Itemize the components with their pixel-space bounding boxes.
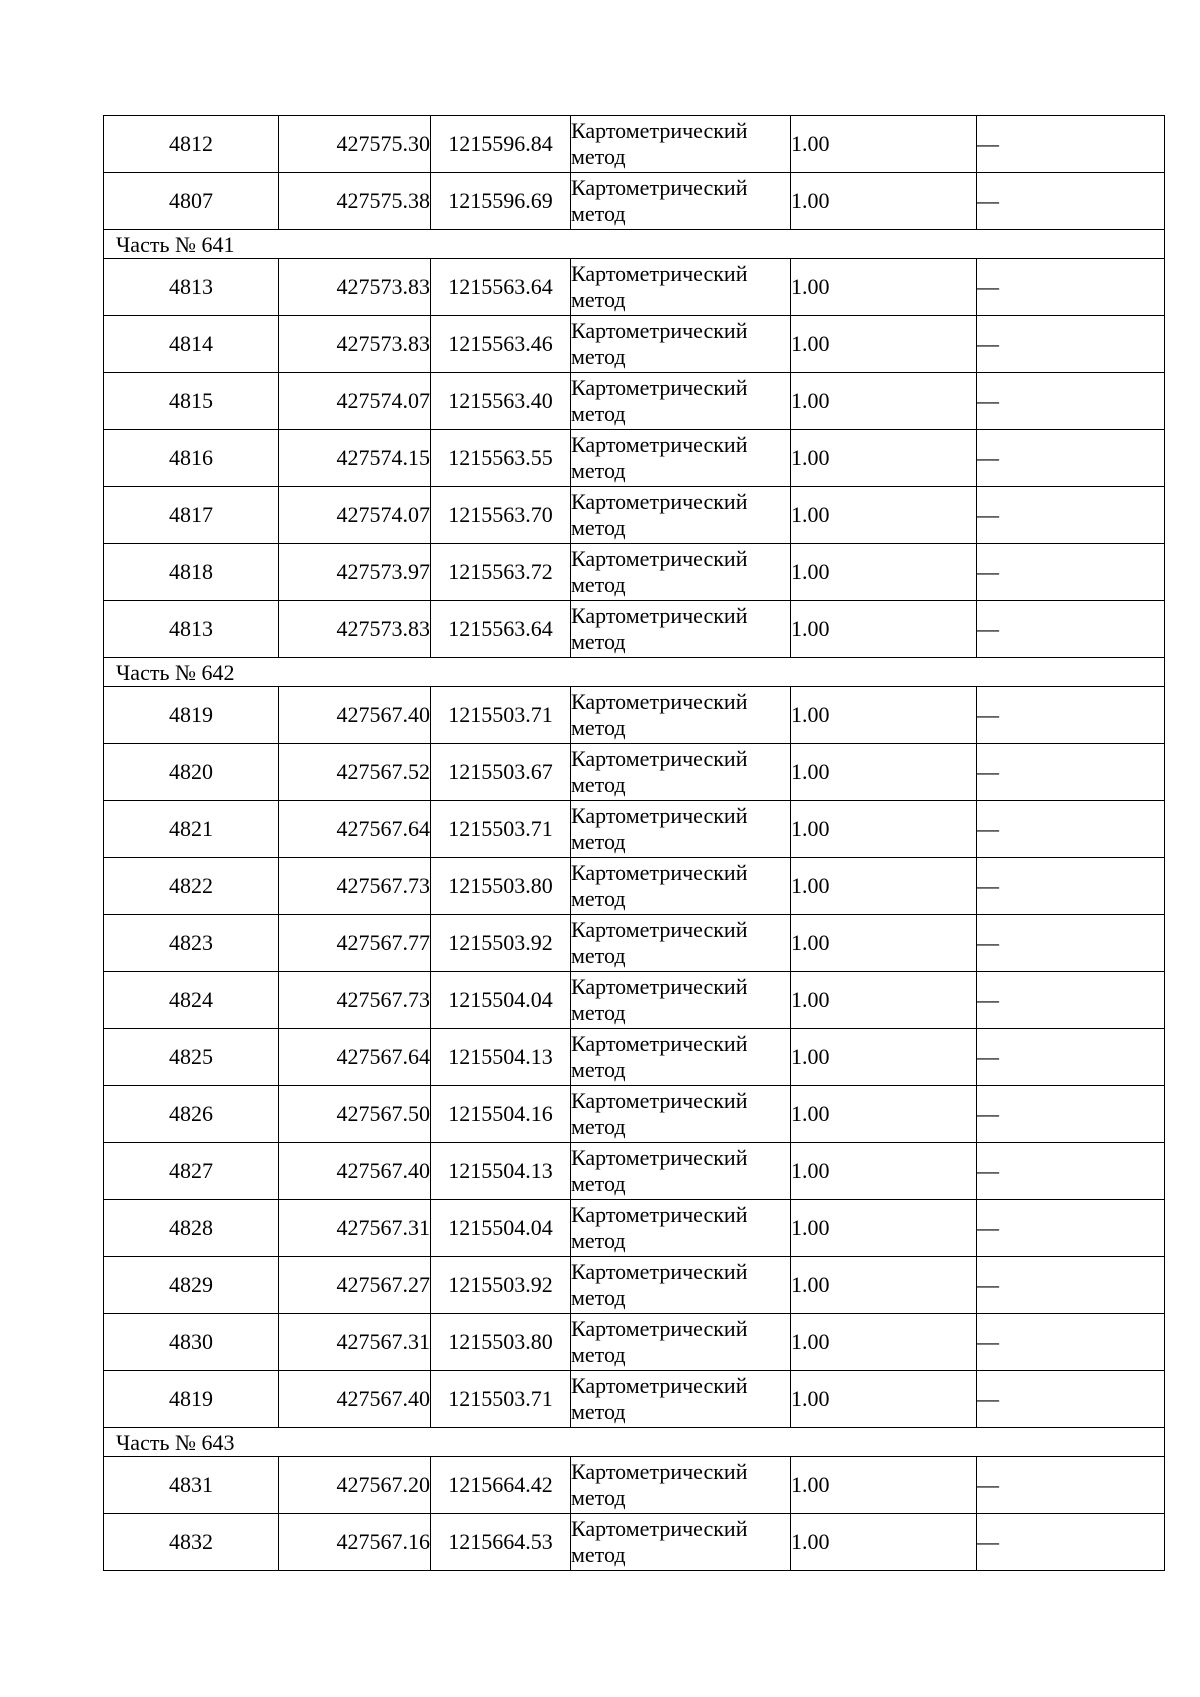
part-label: Часть № 641 bbox=[104, 230, 1165, 259]
method-cell bbox=[571, 316, 791, 373]
accuracy-cell: 1.00 bbox=[791, 487, 977, 544]
part-header-row bbox=[104, 230, 1165, 259]
method-text-line: Картометрический bbox=[571, 746, 748, 771]
point-number-cell: 4813 bbox=[104, 601, 279, 658]
description-cell: — bbox=[977, 1200, 1165, 1257]
method-text-line: Картометрический bbox=[571, 1373, 748, 1398]
x-coordinate-cell: 427567.52 bbox=[279, 744, 431, 801]
coordinates-table-body bbox=[104, 116, 1165, 1571]
method-cell bbox=[571, 1371, 791, 1428]
table-row bbox=[104, 1314, 1165, 1371]
method-cell bbox=[571, 487, 791, 544]
y-coordinate-cell: 1215504.16 bbox=[431, 1086, 571, 1143]
point-number-cell: 4819 bbox=[104, 687, 279, 744]
method-text-line: метод bbox=[571, 1485, 626, 1510]
y-coordinate-cell: 1215503.80 bbox=[431, 1314, 571, 1371]
method-cell bbox=[571, 915, 791, 972]
table-row bbox=[104, 801, 1165, 858]
table-row bbox=[104, 744, 1165, 801]
table-row bbox=[104, 1371, 1165, 1428]
description-cell: — bbox=[977, 487, 1165, 544]
method-text-line: метод bbox=[571, 144, 626, 169]
point-number-cell: 4821 bbox=[104, 801, 279, 858]
accuracy-cell: 1.00 bbox=[791, 544, 977, 601]
table-row bbox=[104, 487, 1165, 544]
description-cell: — bbox=[977, 1514, 1165, 1571]
y-coordinate-cell: 1215503.71 bbox=[431, 801, 571, 858]
method-cell bbox=[571, 1200, 791, 1257]
point-number-cell: 4818 bbox=[104, 544, 279, 601]
x-coordinate-cell: 427574.07 bbox=[279, 487, 431, 544]
x-coordinate-cell: 427567.27 bbox=[279, 1257, 431, 1314]
x-coordinate-cell: 427574.15 bbox=[279, 430, 431, 487]
accuracy-cell: 1.00 bbox=[791, 1086, 977, 1143]
description-cell: — bbox=[977, 373, 1165, 430]
method-text-line: Картометрический bbox=[571, 803, 748, 828]
point-number-cell: 4824 bbox=[104, 972, 279, 1029]
point-number-cell: 4813 bbox=[104, 259, 279, 316]
method-cell bbox=[571, 687, 791, 744]
method-text-line: Картометрический bbox=[571, 261, 748, 286]
part-header-row bbox=[104, 658, 1165, 687]
point-number-cell: 4815 bbox=[104, 373, 279, 430]
method-text-line: метод bbox=[571, 1542, 626, 1567]
description-cell: — bbox=[977, 544, 1165, 601]
description-cell: — bbox=[977, 1029, 1165, 1086]
x-coordinate-cell: 427567.40 bbox=[279, 1371, 431, 1428]
description-cell: — bbox=[977, 316, 1165, 373]
description-cell: — bbox=[977, 687, 1165, 744]
table-row bbox=[104, 116, 1165, 173]
table-row bbox=[104, 544, 1165, 601]
x-coordinate-cell: 427567.31 bbox=[279, 1314, 431, 1371]
method-cell bbox=[571, 544, 791, 601]
accuracy-cell: 1.00 bbox=[791, 173, 977, 230]
method-text-line: Картометрический bbox=[571, 1202, 748, 1227]
method-cell bbox=[571, 801, 791, 858]
x-coordinate-cell: 427573.83 bbox=[279, 601, 431, 658]
x-coordinate-cell: 427567.73 bbox=[279, 858, 431, 915]
y-coordinate-cell: 1215563.72 bbox=[431, 544, 571, 601]
point-number-cell: 4826 bbox=[104, 1086, 279, 1143]
method-text-line: метод bbox=[571, 401, 626, 426]
y-coordinate-cell: 1215504.04 bbox=[431, 972, 571, 1029]
x-coordinate-cell: 427573.83 bbox=[279, 259, 431, 316]
y-coordinate-cell: 1215563.64 bbox=[431, 259, 571, 316]
description-cell: — bbox=[977, 116, 1165, 173]
description-cell: — bbox=[977, 972, 1165, 1029]
point-number-cell: 4807 bbox=[104, 173, 279, 230]
table-row bbox=[104, 1457, 1165, 1514]
accuracy-cell: 1.00 bbox=[791, 1371, 977, 1428]
y-coordinate-cell: 1215563.40 bbox=[431, 373, 571, 430]
table-row bbox=[104, 1514, 1165, 1571]
method-text-line: метод bbox=[571, 458, 626, 483]
method-text-line: Картометрический bbox=[571, 1516, 748, 1541]
table-row bbox=[104, 1200, 1165, 1257]
method-cell bbox=[571, 744, 791, 801]
x-coordinate-cell: 427567.40 bbox=[279, 687, 431, 744]
method-cell bbox=[571, 1086, 791, 1143]
method-cell bbox=[571, 1457, 791, 1514]
method-text-line: Картометрический bbox=[571, 1031, 748, 1056]
method-text-line: Картометрический bbox=[571, 974, 748, 999]
method-text-line: метод bbox=[571, 1057, 626, 1082]
y-coordinate-cell: 1215503.71 bbox=[431, 1371, 571, 1428]
table-row bbox=[104, 259, 1165, 316]
accuracy-cell: 1.00 bbox=[791, 1457, 977, 1514]
method-text-line: метод bbox=[571, 629, 626, 654]
method-text-line: Картометрический bbox=[571, 689, 748, 714]
x-coordinate-cell: 427573.97 bbox=[279, 544, 431, 601]
method-text-line: Картометрический bbox=[571, 318, 748, 343]
x-coordinate-cell: 427567.73 bbox=[279, 972, 431, 1029]
method-cell bbox=[571, 858, 791, 915]
method-cell bbox=[571, 1514, 791, 1571]
x-coordinate-cell: 427567.50 bbox=[279, 1086, 431, 1143]
description-cell: — bbox=[977, 430, 1165, 487]
method-cell bbox=[571, 373, 791, 430]
description-cell: — bbox=[977, 1371, 1165, 1428]
method-text-line: метод bbox=[571, 1399, 626, 1424]
accuracy-cell: 1.00 bbox=[791, 801, 977, 858]
y-coordinate-cell: 1215503.92 bbox=[431, 1257, 571, 1314]
point-number-cell: 4825 bbox=[104, 1029, 279, 1086]
x-coordinate-cell: 427567.31 bbox=[279, 1200, 431, 1257]
table-row bbox=[104, 601, 1165, 658]
x-coordinate-cell: 427567.77 bbox=[279, 915, 431, 972]
y-coordinate-cell: 1215503.71 bbox=[431, 687, 571, 744]
method-text-line: метод bbox=[571, 943, 626, 968]
y-coordinate-cell: 1215503.80 bbox=[431, 858, 571, 915]
method-cell bbox=[571, 1029, 791, 1086]
method-cell bbox=[571, 1143, 791, 1200]
method-text-line: Картометрический bbox=[571, 1316, 748, 1341]
x-coordinate-cell: 427575.30 bbox=[279, 116, 431, 173]
method-text-line: метод bbox=[571, 715, 626, 740]
point-number-cell: 4816 bbox=[104, 430, 279, 487]
method-text-line: метод bbox=[571, 287, 626, 312]
method-text-line: Картометрический bbox=[571, 432, 748, 457]
description-cell: — bbox=[977, 915, 1165, 972]
accuracy-cell: 1.00 bbox=[791, 601, 977, 658]
accuracy-cell: 1.00 bbox=[791, 1257, 977, 1314]
table-row bbox=[104, 1257, 1165, 1314]
accuracy-cell: 1.00 bbox=[791, 116, 977, 173]
point-number-cell: 4823 bbox=[104, 915, 279, 972]
part-label: Часть № 642 bbox=[104, 658, 1165, 687]
point-number-cell: 4820 bbox=[104, 744, 279, 801]
method-cell bbox=[571, 972, 791, 1029]
table-row bbox=[104, 858, 1165, 915]
method-cell bbox=[571, 173, 791, 230]
method-text-line: Картометрический bbox=[571, 489, 748, 514]
method-text-line: метод bbox=[571, 1114, 626, 1139]
accuracy-cell: 1.00 bbox=[791, 430, 977, 487]
accuracy-cell: 1.00 bbox=[791, 316, 977, 373]
method-text-line: Картометрический bbox=[571, 1459, 748, 1484]
x-coordinate-cell: 427567.64 bbox=[279, 801, 431, 858]
method-cell bbox=[571, 116, 791, 173]
point-number-cell: 4822 bbox=[104, 858, 279, 915]
method-text-line: метод bbox=[571, 201, 626, 226]
x-coordinate-cell: 427573.83 bbox=[279, 316, 431, 373]
description-cell: — bbox=[977, 1257, 1165, 1314]
method-text-line: метод bbox=[571, 1342, 626, 1367]
point-number-cell: 4812 bbox=[104, 116, 279, 173]
y-coordinate-cell: 1215596.69 bbox=[431, 173, 571, 230]
y-coordinate-cell: 1215503.92 bbox=[431, 915, 571, 972]
y-coordinate-cell: 1215563.64 bbox=[431, 601, 571, 658]
description-cell: — bbox=[977, 173, 1165, 230]
method-text-line: Картометрический bbox=[571, 917, 748, 942]
point-number-cell: 4828 bbox=[104, 1200, 279, 1257]
method-text-line: метод bbox=[571, 1171, 626, 1196]
accuracy-cell: 1.00 bbox=[791, 373, 977, 430]
method-text-line: метод bbox=[571, 515, 626, 540]
y-coordinate-cell: 1215563.46 bbox=[431, 316, 571, 373]
point-number-cell: 4814 bbox=[104, 316, 279, 373]
y-coordinate-cell: 1215664.42 bbox=[431, 1457, 571, 1514]
x-coordinate-cell: 427575.38 bbox=[279, 173, 431, 230]
table-row bbox=[104, 373, 1165, 430]
method-cell bbox=[571, 259, 791, 316]
point-number-cell: 4830 bbox=[104, 1314, 279, 1371]
method-cell bbox=[571, 601, 791, 658]
accuracy-cell: 1.00 bbox=[791, 1143, 977, 1200]
x-coordinate-cell: 427567.16 bbox=[279, 1514, 431, 1571]
part-header-row bbox=[104, 1428, 1165, 1457]
method-text-line: метод bbox=[571, 886, 626, 911]
accuracy-cell: 1.00 bbox=[791, 858, 977, 915]
x-coordinate-cell: 427567.64 bbox=[279, 1029, 431, 1086]
y-coordinate-cell: 1215563.55 bbox=[431, 430, 571, 487]
accuracy-cell: 1.00 bbox=[791, 687, 977, 744]
description-cell: — bbox=[977, 601, 1165, 658]
table-row bbox=[104, 316, 1165, 373]
table-row bbox=[104, 1029, 1165, 1086]
x-coordinate-cell: 427567.20 bbox=[279, 1457, 431, 1514]
point-number-cell: 4827 bbox=[104, 1143, 279, 1200]
table-row bbox=[104, 915, 1165, 972]
method-text-line: метод bbox=[571, 572, 626, 597]
method-text-line: метод bbox=[571, 1228, 626, 1253]
method-cell bbox=[571, 1314, 791, 1371]
method-text-line: Картометрический bbox=[571, 546, 748, 571]
accuracy-cell: 1.00 bbox=[791, 744, 977, 801]
x-coordinate-cell: 427574.07 bbox=[279, 373, 431, 430]
table-row bbox=[104, 1086, 1165, 1143]
table-row bbox=[104, 687, 1165, 744]
method-text-line: Картометрический bbox=[571, 118, 748, 143]
y-coordinate-cell: 1215504.13 bbox=[431, 1143, 571, 1200]
accuracy-cell: 1.00 bbox=[791, 915, 977, 972]
table-row bbox=[104, 1143, 1165, 1200]
point-number-cell: 4832 bbox=[104, 1514, 279, 1571]
y-coordinate-cell: 1215596.84 bbox=[431, 116, 571, 173]
y-coordinate-cell: 1215504.04 bbox=[431, 1200, 571, 1257]
accuracy-cell: 1.00 bbox=[791, 1314, 977, 1371]
accuracy-cell: 1.00 bbox=[791, 1200, 977, 1257]
description-cell: — bbox=[977, 259, 1165, 316]
method-text-line: Картометрический bbox=[571, 1259, 748, 1284]
description-cell: — bbox=[977, 801, 1165, 858]
accuracy-cell: 1.00 bbox=[791, 259, 977, 316]
method-text-line: Картометрический bbox=[571, 603, 748, 628]
accuracy-cell: 1.00 bbox=[791, 972, 977, 1029]
table-row bbox=[104, 972, 1165, 1029]
method-cell bbox=[571, 430, 791, 487]
description-cell: — bbox=[977, 1086, 1165, 1143]
description-cell: — bbox=[977, 1314, 1165, 1371]
description-cell: — bbox=[977, 1143, 1165, 1200]
x-coordinate-cell: 427567.40 bbox=[279, 1143, 431, 1200]
description-cell: — bbox=[977, 744, 1165, 801]
method-text-line: Картометрический bbox=[571, 1088, 748, 1113]
method-text-line: метод bbox=[571, 344, 626, 369]
part-label: Часть № 643 bbox=[104, 1428, 1165, 1457]
y-coordinate-cell: 1215503.67 bbox=[431, 744, 571, 801]
point-number-cell: 4829 bbox=[104, 1257, 279, 1314]
table-row bbox=[104, 430, 1165, 487]
method-text-line: метод bbox=[571, 1000, 626, 1025]
method-text-line: Картометрический bbox=[571, 375, 748, 400]
y-coordinate-cell: 1215504.13 bbox=[431, 1029, 571, 1086]
table-row bbox=[104, 173, 1165, 230]
y-coordinate-cell: 1215563.70 bbox=[431, 487, 571, 544]
point-number-cell: 4831 bbox=[104, 1457, 279, 1514]
method-cell bbox=[571, 1257, 791, 1314]
method-text-line: Картометрический bbox=[571, 1145, 748, 1170]
description-cell: — bbox=[977, 858, 1165, 915]
method-text-line: метод bbox=[571, 772, 626, 797]
method-text-line: Картометрический bbox=[571, 175, 748, 200]
accuracy-cell: 1.00 bbox=[791, 1029, 977, 1086]
method-text-line: метод bbox=[571, 829, 626, 854]
point-number-cell: 4817 bbox=[104, 487, 279, 544]
method-text-line: Картометрический bbox=[571, 860, 748, 885]
y-coordinate-cell: 1215664.53 bbox=[431, 1514, 571, 1571]
method-text-line: метод bbox=[571, 1285, 626, 1310]
coordinates-table bbox=[103, 115, 1165, 1571]
accuracy-cell: 1.00 bbox=[791, 1514, 977, 1571]
point-number-cell: 4819 bbox=[104, 1371, 279, 1428]
description-cell: — bbox=[977, 1457, 1165, 1514]
